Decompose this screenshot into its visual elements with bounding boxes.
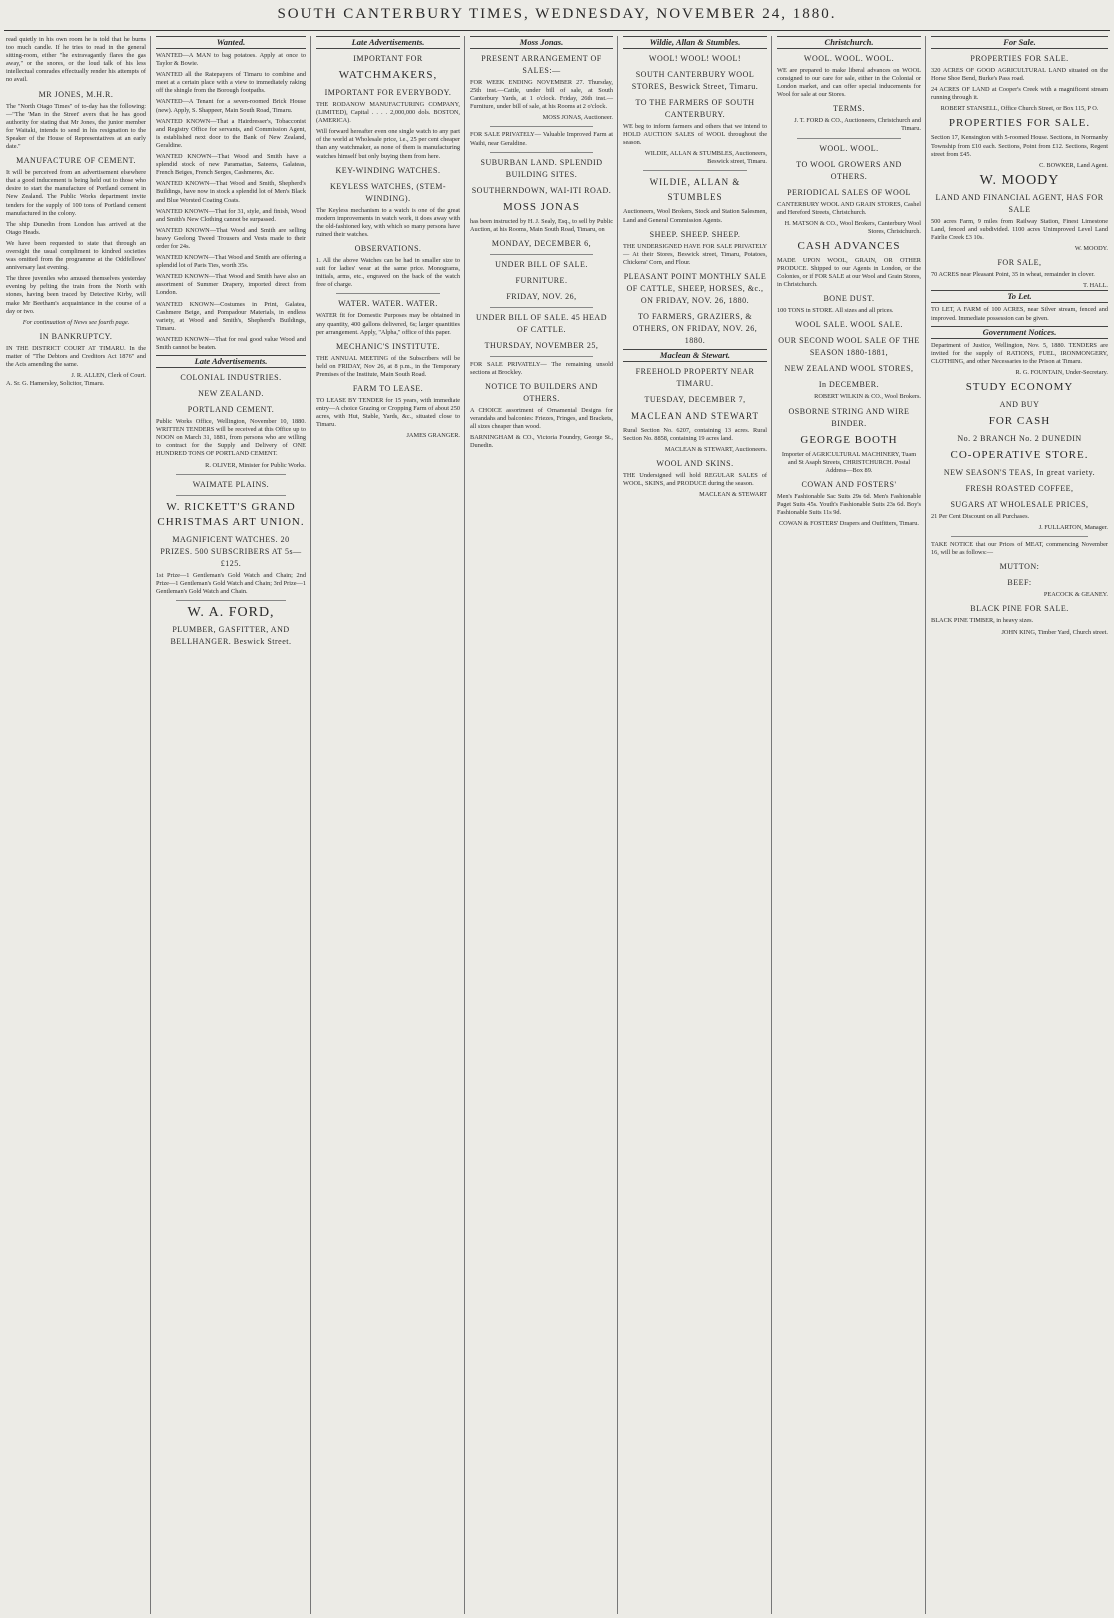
signature: MACLEAN & STEWART [699, 491, 767, 499]
column-rule [464, 36, 465, 1614]
ad-text: 500 acres Farm, 9 miles from Railway Station, Finest Limestone Land, fenced and subdivided. 1100 acres Unimproved Level Land Fairlie Creek £3 10s. [931, 217, 1108, 242]
ad-text: THE ANNUAL MEETING of the Subscribers will be held on FRIDAY, Nov 26, at 8 p.m., in the Temporary Premises of the Institute, Main South Road. [316, 354, 460, 378]
ad-heading: WOOL. WOOL. WOOL. [803, 54, 895, 63]
divider [797, 138, 901, 139]
signature: T. HALL. [1083, 282, 1108, 290]
signature: C. BOWKER, Land Agent. [1039, 161, 1108, 169]
signature: A. Sr. G. Hamersley, Solicitor, Timaru. [6, 380, 105, 388]
ad-text: TAKE NOTICE that our Prices of MEAT, commencing November 16, will be as follows:— [931, 541, 1108, 557]
divider [490, 152, 593, 153]
column-rule [310, 36, 311, 1614]
section-header: Late Advertisements. [156, 355, 306, 368]
column-2 [152, 36, 310, 1614]
ad-heading: TO FARMERS, GRAZIERS, & OTHERS, ON FRIDAY, NOV. 26, 1880. [632, 311, 758, 345]
ad-title: MOSS JONAS [503, 200, 580, 213]
divider [643, 170, 747, 171]
wanted-ad: WANTED KNOWN—That for 31, style, and finish, Wood and Smith's New Clothing cannot be surpassed. [156, 207, 306, 223]
signature: MOSS JONAS, Auctioneer. [542, 114, 613, 122]
ad-heading: WOOL AND SKINS. [656, 459, 734, 469]
signature: R. G. FOUNTAIN, Under-Secretary. [1015, 368, 1108, 376]
ad-heading: PLUMBER, GASFITTER, AND BELLHANGER. Beswick Street. [170, 624, 292, 646]
ad-title: CASH ADVANCES [797, 239, 901, 252]
signature: JOHN KING, Timber Yard, Church street. [1001, 628, 1108, 636]
wanted-ad: WANTED KNOWN—That a Hairdresser's, Tobacconist and Registry Office for servants, and Commission Agent, is established next door to the Bank of New Zealand, Geraldine. [156, 117, 306, 149]
ad-text: TO LET, A FARM of 100 ACRES, near Silver stream, fenced and improved. Immediate possession can be given. [931, 306, 1108, 322]
ad-text: 320 ACRES OF GOOD AGRICULTURAL LAND situated on the Horse Shoe Bend, Burke's Pass road. [931, 67, 1108, 83]
ad-heading: FOR SALE, [997, 258, 1042, 268]
news-heading: MANUFACTURE OF CEMENT. [16, 156, 136, 166]
news-paragraph: The three juveniles who amused themselves yesterday evening by pelting the train from the North with stones, having been traced by Detective Kirby, will make Mr Beetham's acquaintance in the course of a day or two. [6, 275, 146, 315]
ad-title: W. A. FORD, [187, 604, 275, 620]
section-header: Christchurch. [777, 36, 921, 49]
ad-heading: FARM TO LEASE. [352, 383, 424, 393]
ad-heading: TO WOOL GROWERS AND OTHERS. [796, 159, 902, 181]
ad-heading: FRESH ROASTED COFFEE, [965, 483, 1074, 493]
news-paragraph: It will be perceived from an advertisement elsewhere that a good inducement is being held out to those who desire to start the manufacture of Portland cement in New Zealand. The Public Works department invite tenders for the supply of 100 tons of Portland cement manufactured in the colony. [6, 169, 146, 217]
ad-text: Auctioneers, Wool Brokers, Stock and Station Salesmen, Land and General Commission Agents. [623, 208, 767, 224]
section-header: For Sale. [931, 36, 1108, 49]
ad-text: Department of Justice, Wellington, Nov. 5, 1880. TENDERS are invited for the supply of RATIONS, FUEL, IRONMONGERY, CLOTHING, and other Necessaries to the Prison at Timaru. [931, 341, 1108, 365]
section-header: Government Notices. [931, 326, 1108, 339]
wanted-ad: WANTED KNOWN—That Wood and Smith have a splendid stock of new Paramattas, Sateens, Galateas, French Beiges, French Serges, Cashmeres, &c. [156, 153, 306, 177]
column-1 [2, 36, 150, 1614]
ad-text: BLACK PINE TIMBER, in heavy sizes. [931, 617, 1034, 625]
news-paragraph: We have been requested to state that through an oversight the usual compliment to kindred societies was omitted from the programme at the Oddfellows' anniversary last evening. [6, 239, 146, 272]
divider [951, 536, 1088, 537]
column-rule [771, 36, 772, 1614]
ad-heading: KEYLESS WATCHES, (STEM-WINDING). [329, 181, 447, 203]
ad-heading: MONDAY, DECEMBER 6, [491, 238, 592, 248]
ad-heading: TO THE FARMERS OF SOUTH CANTERBURY. [635, 98, 755, 119]
column-rule [617, 36, 618, 1614]
ad-heading: TUESDAY, DECEMBER 7, [644, 394, 746, 404]
wanted-ad: WANTED—A Tenant for a seven-roomed Brick House (new). Apply, S. Shappeer, Main South Road, Timaru. [156, 98, 306, 114]
ad-heading: IMPORTANT FOR [353, 54, 423, 63]
ad-text: WE are prepared to make liberal advances on WOOL consigned to our care for sale, either in the Colonial or London market, and can offer special inducements for Wool for sale at our Stores. [777, 67, 921, 99]
signature: BARNINGHAM & CO., Victoria Foundry, George St., Dunedin. [470, 434, 613, 450]
ad-heading: MAGNIFICENT WATCHES. 20 PRIZES. 500 SUBSCRIBERS AT 5s—£125. [160, 534, 302, 568]
ad-heading: SOUTH CANTERBURY WOOL STORES, Beswick Street, Timaru. [631, 70, 759, 91]
news-paragraph: The "North Otago Times" of to-day has the following:—"The 'Man in the Street' avers that he has good authority for stating that Mr Jones, the junior member for Waitaki, intends to send in his resignation to the Speaker of the House of Representatives at an early date." [6, 102, 146, 151]
ad-text: Will forward hereafter even one single watch to any part of the world at Wholesale price, i.e., 25 per cent cheaper than any watchmaker, as none of them is manufacturing watches himself but only buying them from here. [316, 128, 460, 160]
divider [176, 600, 286, 601]
section-header: Moss Jonas. [470, 36, 613, 49]
ad-text: 1st Prize—1 Gentleman's Gold Watch and Chain; 2nd Prize—1 Gentleman's Gold Watch and Chain; 3rd Prize—1 Gentleman's Gold Watch and Chain. [156, 571, 306, 595]
ad-heading: LAND AND FINANCIAL AGENT, HAS FOR SALE [935, 192, 1104, 214]
ad-heading: PERIODICAL SALES OF WOOL [787, 187, 911, 197]
signature: PEACOCK & GEANEY. [1043, 591, 1108, 599]
ad-text: 100 TONS in STORE. All sizes and all prices. [777, 307, 894, 315]
ad-heading: OBSERVATIONS. [354, 244, 422, 254]
ad-text: TO LEASE BY TENDER for 15 years, with immediate entry—A choice Grazing or Cropping Farm of about 250 acres, with Hut, Stable, Yards, &c., situated close to Timaru. [316, 396, 460, 429]
ad-heading: MECHANIC'S INSTITUTE. [336, 341, 440, 351]
ad-heading: UNDER BILL OF SALE. 45 HEAD OF CATTLE. [476, 312, 607, 334]
signature: JAMES GRANGER. [406, 432, 460, 440]
ad-title: W. RICKETT'S GRAND CHRISTMAS ART UNION. [157, 500, 305, 528]
column-rule [150, 36, 151, 1614]
ad-heading: KEY-WINDING WATCHES. [335, 165, 441, 175]
ad-text: Section 17, Kensington with 5-roomed House. Sections, in Normanby Township from £10 each. Sections, Point from £12. Sections, Regent street from £45. [931, 134, 1108, 158]
ad-heading: THURSDAY, NOVEMBER 25, [484, 340, 599, 350]
ad-text: A CHOICE assortment of Ornamental Designs for verandahs and balconies: Friezes, Fringes, and Brackets, all sizes cheaper than wood. [470, 407, 613, 431]
signature: ROBERT STANSELL, Office Church Street, or Box 115, P O. [940, 105, 1099, 113]
wanted-ad: WANTED—A MAN to bag potatoes. Apply at once to Taylor & Bowie. [156, 52, 306, 68]
ad-title: WATCHMAKERS, [338, 69, 438, 81]
wanted-ad: WANTED KNOWN—That Wood and Smith are selling heavy Geelong Tweed Trousers and Vests made to their order for 24s. [156, 226, 306, 250]
wanted-ad: WANTED KNOWN—That for real good value Wood and Smith cannot be beaten. [156, 335, 306, 351]
ad-heading: WOOL SALE. WOOL SALE. [795, 320, 903, 330]
ad-title: WILDIE, ALLAN & STUMBLES [649, 177, 741, 203]
news-heading: MR JONES, M.H.R. [38, 89, 114, 99]
ad-text: MADE UPON WOOL, GRAIN, OR OTHER PRODUCE. Shipped to our Agents in London, or the Colonies, or if FOR SALE at our Wool and Grain Stores, in Christchurch. [777, 256, 921, 289]
ad-heading: PRESENT ARRANGEMENT OF SALES:— [481, 54, 602, 75]
bankruptcy-heading: IN BANKRUPTCY. [39, 331, 113, 341]
signature: R. OLIVER, Minister for Public Works. [205, 461, 306, 469]
ad-title: CO-OPERATIVE STORE. [950, 448, 1089, 461]
ad-text: Men's Fashionable Sac Suits 29s 6d. Men's Fashionable Paget Suits 45s. Youth's Fashionable Suits 23s 6d. Boy's Fashionable Suits 11s 9d. [777, 492, 921, 516]
ad-title: FOR CASH [988, 414, 1051, 427]
section-header: Wildie, Allan & Stumbles. [623, 36, 767, 49]
section-header: Wanted. [156, 36, 306, 49]
wanted-ad: WANTED KNOWN—That Wood and Smith are offering a splendid lot of Paris Ties, worth 35s. [156, 254, 306, 270]
divider [176, 495, 286, 496]
signature: ROBERT WILKIN & CO., Wool Brokers. [814, 393, 921, 401]
wanted-ad: WANTED all the Ratepayers of Timaru to combine and meet at a certain place with a view to immediately raking off the shingle from the Borough footpaths. [156, 71, 306, 95]
ad-heading: SUGARS AT WHOLESALE PRICES, [950, 499, 1089, 509]
wanted-ad: WANTED KNOWN—Costumes in Print, Galatea, Cashmere Beige, and Pompadour Materials, in endless variety, at Wood and Smith's, Shepherd's Buildings, Timaru. [156, 300, 306, 332]
masthead: SOUTH CANTERBURY TIMES, WEDNESDAY, NOVEMBER 24, 1880. [277, 6, 837, 22]
ad-heading: AND BUY [999, 399, 1040, 409]
ad-text: 70 ACRES near Pleasant Point, 35 in wheat, remainder in clover. [931, 271, 1095, 279]
ad-heading: SOUTHERNDOWN, WAI-ITI ROAD. [471, 185, 612, 195]
ad-text: The Keyless mechanism to a watch is one of the great modern improvements in watch work, it does away with the old-fashioned key, with which so many persons have ruined their watches. [316, 206, 460, 238]
ad-text: THE RODANOW MANUFACTURING COMPANY, (LIMITED), Capital . . . . 2,000,000 dols. BOSTON, (AMERICA). [316, 101, 460, 125]
section-header: To Let. [931, 290, 1108, 303]
ad-title: STUDY ECONOMY [965, 380, 1074, 393]
ad-heading: TERMS. [833, 104, 865, 114]
bankruptcy-notice: IN THE DISTRICT COURT AT TIMARU. In the matter of "The Debtors and Creditors Act 1876" and the Acts amending the same. [6, 344, 146, 368]
ad-text: THE UNDERSIGNED HAVE FOR SALE PRIVATELY— At their Stores, Beswick street, Timaru, Potatoes, Chickens' Corn, and Flour. [623, 242, 767, 266]
divider [490, 126, 593, 127]
divider [490, 254, 593, 255]
continuation-note: For continuation of News see fourth page. [22, 318, 130, 326]
ad-heading: PLEASANT POINT MONTHLY SALE OF CATTLE, SHEEP, HORSES, &c., ON FRIDAY, NOV. 26, 1880. [623, 271, 767, 305]
signature: J. R. ALLEN, Clerk of Court. [71, 372, 146, 380]
ad-heading: COLONIAL INDUSTRIES. [180, 373, 282, 383]
signature: H. MATSON & CO., Wool Brokers, Canterbury Wool Stores, Christchurch. [784, 219, 921, 235]
ad-heading: OSBORNE STRING AND WIRE BINDER. [788, 406, 910, 428]
ad-text: FOR WEEK ENDING NOVEMBER 27. Thursday, 25th inst.—Cattle, under bill of sale, at South Canterbury Yards, at 1 o'clock. Friday, 26th inst.—Furniture, under bill of sale, at his Rooms at 2 o'clock. [470, 79, 613, 111]
ad-text: FOR SALE PRIVATELY— Valuable Improved Farm at Waihi, near Geraldine. [470, 131, 613, 147]
ad-text: Public Works Office, Wellington, November 10, 1880. WRITTEN TENDERS will be received at this Office up to NOON on March 31, 1881, from persons who are willing to contract for the Supply and Delivery of ONE HUNDRED TONS OF PORTLAND CEMENT. [156, 418, 306, 458]
section-header: Late Advertisements. [316, 36, 460, 49]
ad-text: FOR SALE PRIVATELY— The remaining unsold sections at Brockley. [470, 360, 613, 376]
signature: MACLEAN & STEWART, Auctioneers. [664, 446, 767, 454]
ad-text: THE Undersigned will hold REGULAR SALES of WOOL, SKINS, and PRODUCE during the season. [623, 472, 767, 488]
wanted-ad: WANTED KNOWN—That Wood and Smith, Shepherd's Buildings, have now in stock a splendid lot of Men's Black and Blue Worsted Coating Coats. [156, 180, 306, 204]
ad-heading: NEW SEASON'S TEAS, In great variety. [943, 467, 1096, 477]
ad-heading: In DECEMBER. [818, 380, 880, 390]
ad-title: W. MOODY [979, 172, 1060, 188]
ad-heading: BEEF: [1007, 578, 1032, 588]
ad-heading: NOTICE TO BUILDERS AND OTHERS. [485, 382, 598, 404]
ad-heading: PORTLAND CEMENT. [187, 405, 275, 415]
ad-heading: COWAN AND FOSTERS' [801, 479, 897, 489]
ad-heading: WAIMATE PLAINS. [192, 479, 270, 489]
news-paragraph: The ship Dunedin from London has arrived at the Otago Heads. [6, 220, 146, 236]
masthead-rule [4, 30, 1110, 31]
ad-heading: IMPORTANT FOR EVERYBODY. [324, 88, 452, 97]
ad-heading: FURNITURE. [515, 275, 568, 285]
ad-heading: WOOL. WOOL. [819, 143, 879, 153]
ad-heading: FREEHOLD PROPERTY NEAR TIMARU. [635, 366, 755, 388]
ad-text: WATER fit for Domestic Purposes may be obtained in any quantity, 400 gallons delivered, 6s; larger quantities per arrangement. Apply, "Alpha," office of this paper. [316, 312, 460, 336]
ad-heading: PROPERTIES FOR SALE. [970, 54, 1069, 63]
ad-heading: No. 2 BRANCH No. 2 DUNEDIN [957, 433, 1082, 443]
column-3 [312, 36, 464, 1614]
ad-heading: SUBURBAN LAND. SPLENDID BUILDING SITES. [480, 157, 603, 179]
signature: COWAN & FOSTERS' Drapers and Outfitters, Timaru. [778, 520, 919, 528]
column-5 [619, 36, 771, 1614]
signature: W. MOODY. [1074, 245, 1108, 253]
column-4 [466, 36, 617, 1614]
divider [176, 474, 286, 475]
ad-title: GEORGE BOOTH [800, 433, 898, 446]
ad-heading: NEW ZEALAND. [198, 389, 264, 399]
ad-text: Rural Section No. 6207, containing 13 acres. Rural Section No. 8858, containing 19 acres land. [623, 426, 767, 443]
signature: J. T. FORD & CO., Auctioneers, Christchurch and Timaru. [794, 117, 921, 133]
ad-heading: FRIDAY, NOV. 26, [506, 291, 577, 301]
ad-heading: WATER. WATER. WATER. [338, 299, 438, 309]
ad-text: 21 Per Cent Discount on all Purchases. [931, 512, 1030, 520]
column-6 [773, 36, 925, 1614]
ad-text: WE beg to inform farmers and others that we intend to HOLD AUCTION SALES of WOOL throughout the season. [623, 123, 767, 147]
ad-title: PROPERTIES FOR SALE. [948, 117, 1091, 130]
ad-heading: WOOL! WOOL! WOOL! [648, 54, 742, 63]
ad-heading: MUTTON: [999, 562, 1040, 572]
ad-heading: BLACK PINE FOR SALE. [970, 604, 1069, 614]
ad-title: MACLEAN AND STEWART [631, 410, 759, 421]
section-header: Maclean & Stewart. [623, 349, 767, 362]
divider [490, 307, 593, 308]
ad-text: has been instructed by H. J. Sealy, Esq., to sell by Public Auction, at his Rooms, Main South Road, Timaru, on [470, 217, 613, 233]
ad-text: Importer of AGRICULTURAL MACHINERY, Tuam and St Asaph Streets, CHRISTCHURCH. Postal Address—Box 89. [781, 450, 917, 474]
news-paragraph: read quietly in his own room he is told that he burns too much candle. If he tries to read in the general sitting-room, either "he extravagantly flares the gas away," or the snores, or the loud talk of his less intellectual comrades effectually render his attempts of no avail. [6, 36, 146, 84]
ad-heading: BONE DUST. [823, 294, 875, 304]
ad-heading: SHEEP. SHEEP. SHEEP. [649, 229, 741, 239]
signature: WILDIE, ALLAN & STUMBLES, Auctioneers, Beswick street, Timaru. [644, 150, 767, 166]
wanted-ad: WANTED KNOWN—That Wood and Smith have also an assortment of Summer Drapery, imported direct from London. [156, 273, 306, 297]
ad-heading: UNDER BILL OF SALE. [495, 259, 588, 269]
divider [336, 293, 440, 294]
signature: J. FULLARTON, Manager. [1038, 524, 1108, 532]
column-rule [925, 36, 926, 1614]
column-7 [927, 36, 1112, 1614]
ad-text: 1. All the above Watches can be had in smaller size to suit for ladies' wear at the same price. Monograms, initials, arms, etc., engraved on the back of the watch free of charge. [316, 257, 460, 289]
ad-heading: NEW ZEALAND WOOL STORES, [784, 364, 914, 374]
divider [490, 356, 593, 357]
ad-text: 24 ACRES OF LAND at Cooper's Creek with a magnificent stream running through it. [931, 86, 1108, 102]
ad-text: CANTERBURY WOOL AND GRAIN STORES, Cashel and Hereford Streets, Christchurch. [777, 200, 921, 216]
ad-heading: OUR SECOND WOOL SALE OF THE SEASON 1880-1881, [778, 336, 920, 358]
